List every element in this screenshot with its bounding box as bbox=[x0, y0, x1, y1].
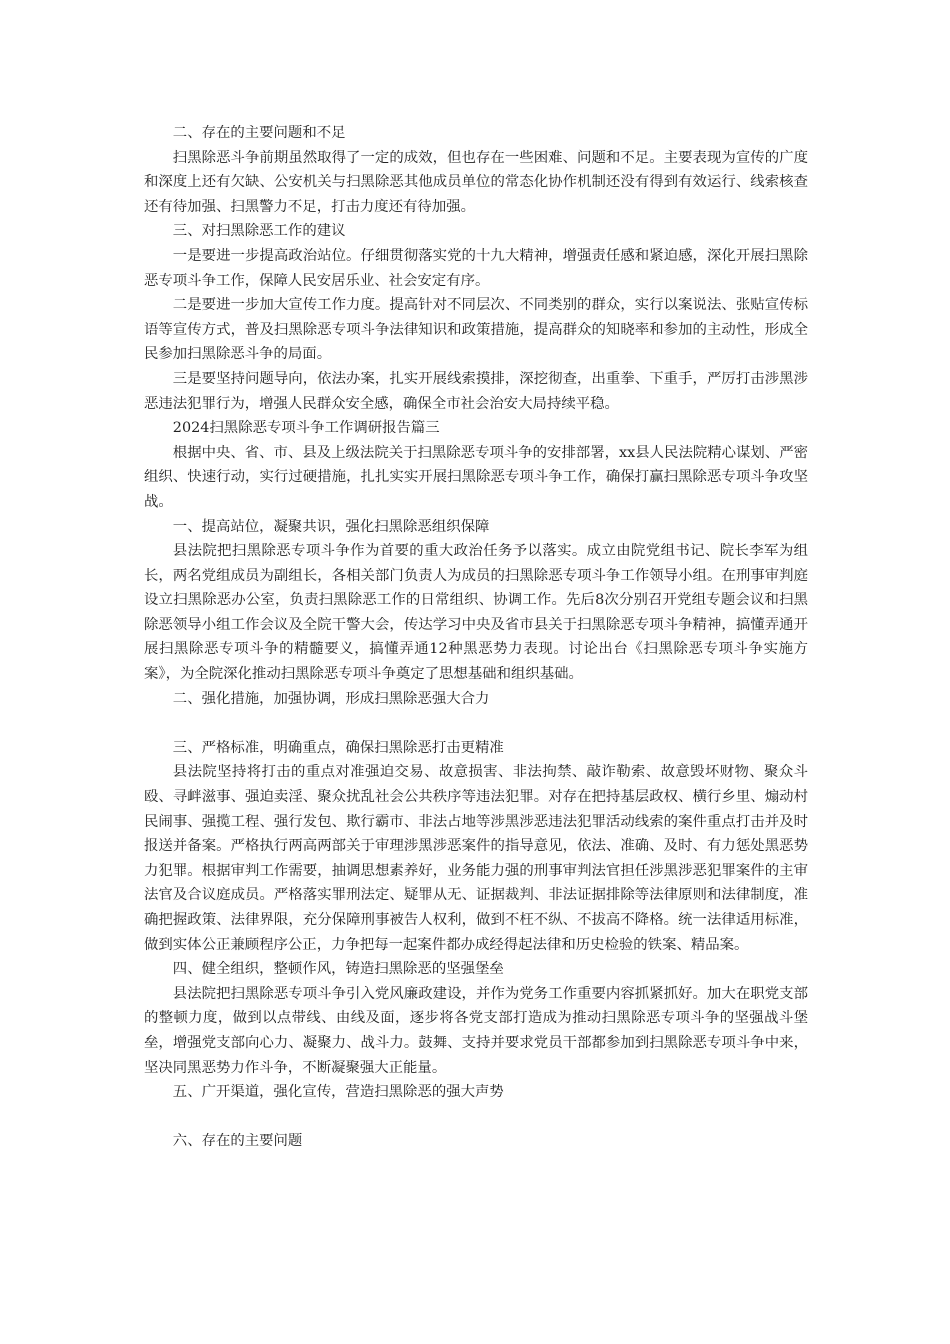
section-heading-1: 一、提高站位，凝聚共识，强化扫黑除恶组织保障 bbox=[172, 518, 490, 535]
paragraph-section-3: 县法院坚持将打击的重点对准强迫交易、故意损害、非法拘禁、敲诈勒索、故意毁坏财物、聚众斗殴、寻衅滋事、强迫卖淫、聚众扰乱社会公共秩序等违法犯罪。对存在把持基层政权、横行乡里、煽动村民闹事、强揽工程、强行发包、欺行霸市、非法占地等涉黑涉恶违法犯罪活动线索的案件重点打击并及时报送并备案。严格执行两高两部关于审理涉黑涉恶案件的指导意见，依法、准确、及时、有力惩处黑恶势力犯罪。根据审判工作需要，抽调思想素养好，业务能力强的刑事审判法官担任涉黑涉恶犯罪案件的主审法官及合议庭成员。严格落实罪刑法定、疑罪从无、证据裁判、非法证据排除等法律原则和法律制度，准确把握政策、法律界限，充分保障刑事被告人权利，做到不枉不纵、不拔高不降格。统一法律适用标准，做到实体公正兼顾程序公正，力争把每一起案件都办成经得起法律和历史检验的铁案、精品案。 bbox=[144, 764, 808, 953]
report-title-part3: 2024扫黑除恶专项斗争工作调研报告篇三 bbox=[172, 420, 440, 437]
paragraph-section-1: 县法院把扫黑除恶专项斗争作为首要的重大政治任务予以落实。成立由院党组书记、院长李军为组长，两名党组成员为副组长，各相关部门负责人为成员的扫黑除恶专项斗争工作领导小组。在刑事审判庭设立扫黑除恶办公室，负责扫黑除恶工作的日常组织、协调工作。先后8次分别召开党组专题会议和扫黑除恶领导小组工作会议及全院干警大会，传达学习中央及省市县关于扫黑除恶专项斗争精神，搞懂弄通开展扫黑除恶专项斗争的精髓要义，搞懂弄通12种黑恶势力表现。讨论出台《扫黑除恶专项斗争实施方案》，为全院深化推动扫黑除恶专项斗争奠定了思想基础和组织基础。 bbox=[144, 543, 808, 683]
section-heading-4: 四、健全组织，整顿作风，铸造扫黑除恶的坚强堡垒 bbox=[172, 961, 504, 978]
blank-line bbox=[144, 1105, 808, 1130]
paragraph-section-4: 县法院把扫黑除恶专项斗争引入党风廉政建设，并作为党务工作重要内容抓紧抓好。加大在职党支部的整顿力度，做到以点带线、由线及面，逐步将各党支部打造成为推动扫黑除恶专项斗争的坚强战斗堡垒，增强党支部向心力、凝聚力、战斗力。鼓舞、支持并要求党员干部都参加到扫黑除恶专项斗争中来，坚决同黑恶势力作斗争，不断凝聚强大正能量。 bbox=[144, 985, 808, 1076]
section-heading-6: 六、存在的主要问题 bbox=[172, 1133, 303, 1150]
paragraph-suggestion-3: 三是要坚持问题导向，依法办案，扎实开展线索摸排，深挖彻查，出重拳、下重手，严厉打击涉黑涉恶违法犯罪行为，增强人民群众安全感，确保全市社会治安大局持续平稳。 bbox=[144, 370, 808, 412]
paragraph-suggestion-1: 一是要进一步提高政治站位。仔细贯彻落实党的十九大精神，增强责任感和紧迫感，深化开展扫黑除恶专项斗争工作，保障人民安居乐业、社会安定有序。 bbox=[144, 247, 808, 289]
section-heading-problems: 二、存在的主要问题和不足 bbox=[172, 125, 346, 141]
paragraph-suggestion-2: 二是要进一步加大宣传工作力度。提高针对不同层次、不同类别的群众，实行以案说法、张贴宣传标语等宣传方式，普及扫黑除恶专项斗争法律知识和政策措施，提高群众的知晓率和参加的主动性，形成全民参加扫黑除恶斗争的局面。 bbox=[144, 297, 808, 363]
document-body bbox=[144, 121, 808, 1154]
blank-line bbox=[144, 711, 808, 736]
paragraph-intro-part3: 根据中央、省、市、县及上级法院关于扫黑除恶专项斗争的安排部署，xx县人民法院精心谋划、严密组织、快速行动，实行过硬措施，扎扎实实开展扫黑除恶专项斗争工作，确保打赢扫黑除恶专项斗争攻坚战。 bbox=[144, 444, 808, 510]
section-heading-2: 二、强化措施，加强协调，形成扫黑除恶强大合力 bbox=[172, 690, 490, 707]
section-heading-suggestions: 三、对扫黑除恶工作的建议 bbox=[172, 223, 346, 240]
section-heading-5: 五、广开渠道，强化宣传，营造扫黑除恶的强大声势 bbox=[172, 1084, 504, 1101]
paragraph-problems: 扫黑除恶斗争前期虽然取得了一定的成效，但也存在一些困难、问题和不足。主要表现为宣传的广度和深度上还有欠缺、公安机关与扫黑除恶其他成员单位的常态化协作机制还没有得到有效运行、线索核查还有待加强、扫黑警力不足，打击力度还有待加强。 bbox=[144, 149, 808, 215]
section-heading-3: 三、严格标准，明确重点，确保扫黑除恶打击更精准 bbox=[172, 739, 504, 756]
